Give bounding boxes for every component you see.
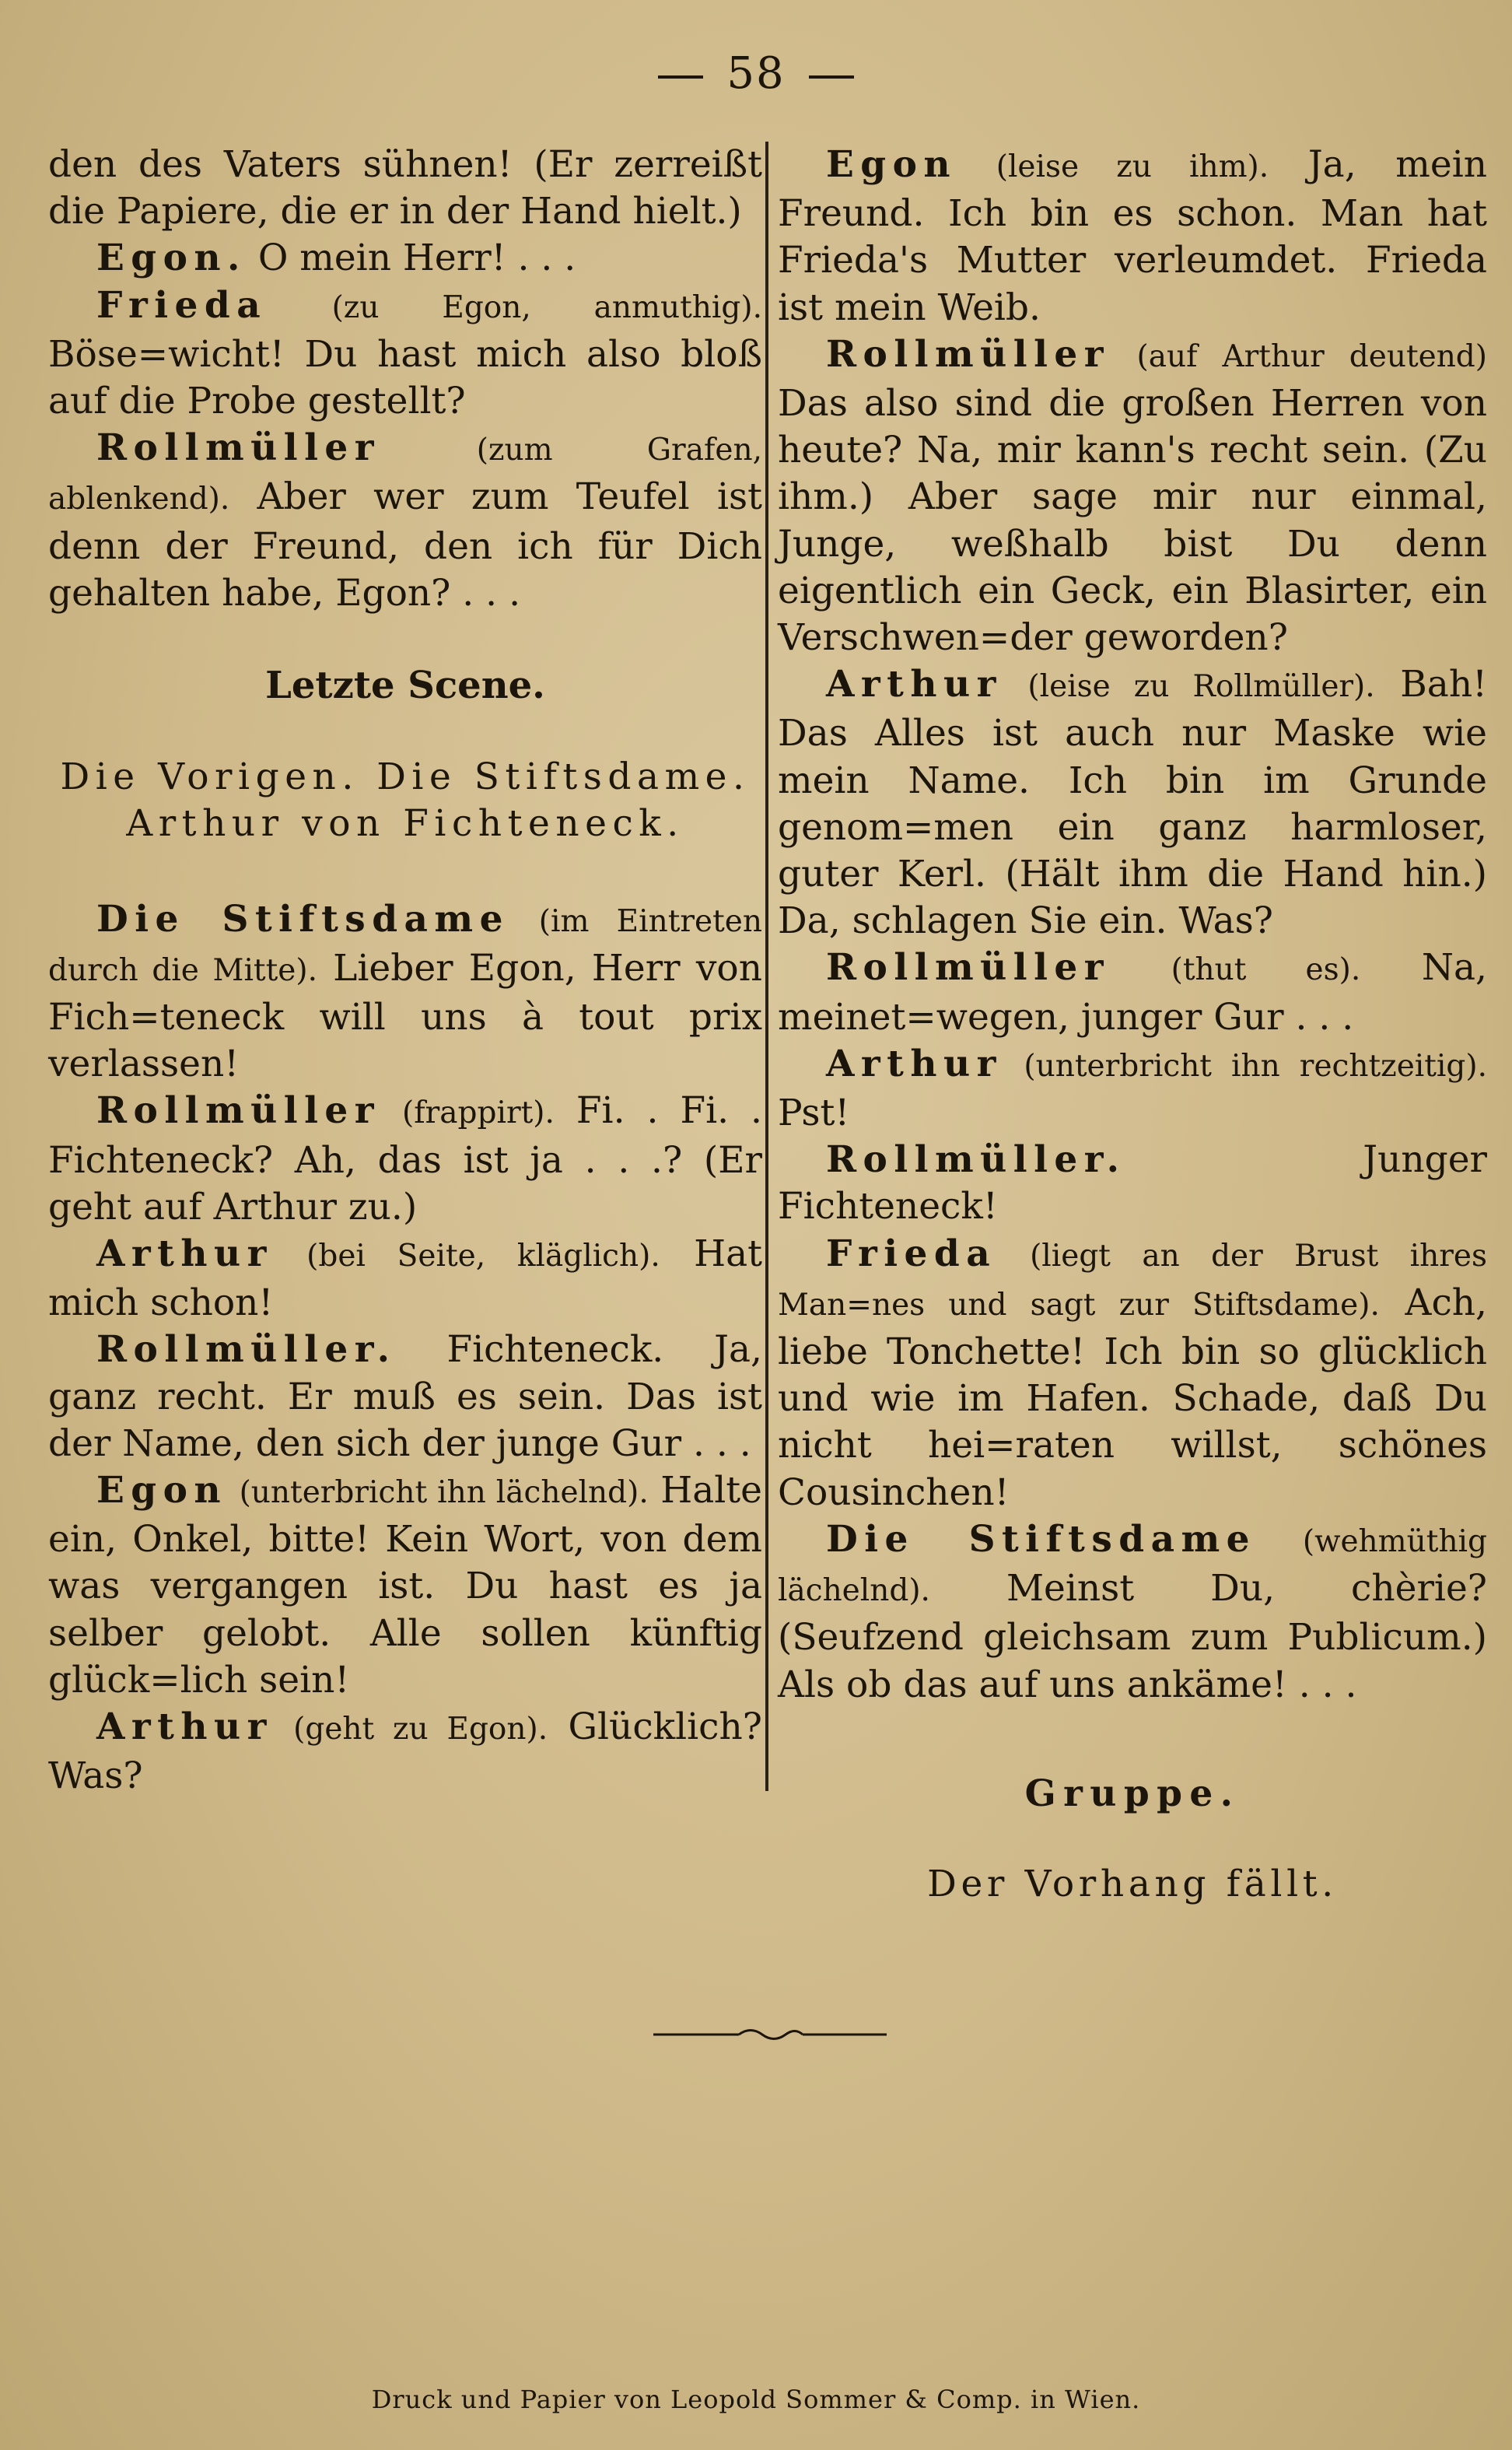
paragraph: [778, 331, 1487, 661]
speaker: Rollmüller.: [826, 1138, 1126, 1182]
speaker: Rollmüller: [96, 426, 380, 470]
stage-direction: (thut es).: [1171, 952, 1361, 988]
paragraph: [778, 142, 1487, 331]
speaker: Arthur: [826, 663, 1003, 706]
paragraph: [778, 1137, 1487, 1230]
speaker: Egon.: [96, 237, 247, 280]
paragraph-text: den des Vaters sühnen! (Er zerreißt die Papiere, die er in der Hand hielt.): [48, 143, 762, 233]
speaker: Rollmüller: [826, 946, 1110, 990]
stage-direction: (auf Arthur deutend): [1136, 338, 1487, 374]
stage-direction: (leise zu ihm).: [996, 149, 1269, 184]
stage-direction: (unterbricht ihn lächelnd).: [239, 1475, 649, 1511]
stage-direction: (unterbricht ihn rechtzeitig).: [1024, 1048, 1487, 1084]
paragraph: [778, 945, 1487, 1040]
paragraph: [48, 1467, 762, 1704]
stage-direction: (geht zu Egon).: [293, 1712, 548, 1747]
dash-left: [658, 75, 703, 79]
paragraph-text: Glücklich? Was?: [48, 1705, 762, 1798]
paragraph: [48, 1704, 762, 1800]
speaker: Arthur: [96, 1232, 273, 1276]
persons-line: Arthur von Fichteneck.: [126, 802, 684, 846]
paragraph-text: Ja, mein Freund. Ich bin es schon. Man hat Frieda's Mutter verleumdet. Frieda ist mein Weib.: [778, 143, 1487, 329]
stage-direction: (bei Seite, kläglich).: [306, 1239, 660, 1274]
paragraph-text: Halte ein, Onkel, bitte! Kein Wort, von dem was vergangen ist. Du hast es ja selber gelobt. Alle sollen künftig glück=lich sein!: [48, 1469, 762, 1702]
stage-direction: (frappirt).: [402, 1095, 555, 1131]
paragraph: [48, 282, 762, 426]
dramatis-personae: [48, 754, 762, 847]
paragraph-text: Meinst Du, chèrie? (Seufzend gleichsam zum Publicum.) Als ob das auf uns ankäme! . . .: [778, 1567, 1487, 1706]
speaker: Die Stiftsdame: [826, 1517, 1257, 1561]
paragraph-text: Na, meinet=wegen, junger Gur . . .: [778, 946, 1487, 1039]
speaker: Egon: [826, 143, 957, 186]
paragraph: [48, 425, 762, 617]
paragraph: [48, 896, 762, 1088]
page-number: [0, 48, 1512, 99]
ornament-divider: [653, 2023, 887, 2046]
dash-right: [809, 75, 854, 79]
paragraph: [778, 1231, 1487, 1516]
speaker: Frieda: [96, 283, 268, 327]
column-divider: [765, 142, 768, 1791]
paragraph: [48, 142, 762, 235]
scene-heading: Letzte Scene.: [265, 664, 545, 708]
paragraph: [48, 1231, 762, 1327]
left-column: [48, 142, 762, 1800]
speaker: Frieda: [826, 1232, 997, 1275]
curtain-line: Der Vorhang fällt.: [927, 1862, 1338, 1905]
paragraph-text: Pst!: [778, 1092, 850, 1135]
stage-direction: (wehmüthig lächelnd).: [778, 1523, 1487, 1609]
paragraph-text: Bah! Das Alles ist auch nur Maske wie mein Name. Ich bin im Grunde genom=men ein ganz harmloser, guter Kerl. (Hält ihm die Hand hin.) Da, schlagen Sie ein. Was?: [778, 663, 1487, 943]
paragraph: [48, 1327, 762, 1467]
imprint: Druck und Papier von Leopold Sommer & Comp. in Wien.: [371, 2385, 1141, 2414]
paragraph-text: Junger Fichteneck!: [778, 1138, 1487, 1229]
paragraph-text: Aber wer zum Teufel ist denn der Freund, den ich für Dich gehalten habe, Egon? . . .: [48, 475, 762, 615]
persons-line: Die Vorigen. Die Stiftsdame.: [60, 755, 751, 799]
page-number-text: 58: [726, 48, 786, 99]
stage-direction: (zu Egon, anmuthig).: [331, 289, 762, 325]
paragraph-text: O mein Herr! . . .: [257, 237, 576, 280]
paragraph: [778, 661, 1487, 945]
speaker: Arthur: [826, 1042, 1003, 1085]
stage-direction: (leise zu Rollmüller).: [1027, 669, 1375, 705]
speaker: Rollmüller.: [96, 1328, 397, 1372]
stage-direction: (zum Grafen, ablenkend).: [48, 433, 762, 517]
stage-direction: (im Eintreten durch die Mitte).: [48, 903, 762, 988]
speaker: Rollmüller: [96, 1089, 380, 1133]
paragraph-text: Fichteneck. Ja, ganz recht. Er muß es sein. Das ist der Name, den sich der junge Gur . . .: [48, 1328, 762, 1465]
paragraph-text: Böse=wicht! Du hast mich also bloß auf die Probe gestellt?: [48, 332, 762, 423]
speaker: Arthur: [96, 1705, 273, 1749]
speaker: Egon: [96, 1469, 228, 1512]
speaker: Rollmüller: [826, 332, 1110, 376]
paragraph: [778, 1041, 1487, 1137]
stage-direction: (liegt an der Brust ihres Man=nes und sagt zur Stiftsdame).: [778, 1238, 1487, 1323]
paragraph: [48, 1088, 762, 1231]
paragraph-text: Hat mich schon!: [48, 1232, 762, 1325]
right-column: [778, 142, 1487, 1908]
gruppe-line: Gruppe.: [1024, 1772, 1241, 1815]
paragraph-text: Lieber Egon, Herr von Fich=teneck will uns à tout prix verlassen!: [48, 946, 762, 1086]
paragraph-text: Ach, liebe Tonchette! Ich bin so glücklich und wie im Hafen. Schade, daß Du nicht hei=raten willst, schönes Cousinchen!: [778, 1281, 1487, 1514]
paragraph-text: Fi. . Fi. . Fichteneck? Ah, das ist ja . . .? (Er geht auf Arthur zu.): [48, 1089, 762, 1229]
speaker: Die Stiftsdame: [96, 897, 509, 941]
paragraph-text: Das also sind die großen Herren von heute? Na, mir kann's recht sein. (Zu ihm.) Aber sage mir nur einmal, Junge, weßhalb bist Du denn eigentlich ein Geck, ein Blasirter, ein Verschwen=der geworden?: [778, 382, 1487, 660]
paragraph: [778, 1516, 1487, 1709]
paragraph: [48, 235, 762, 282]
